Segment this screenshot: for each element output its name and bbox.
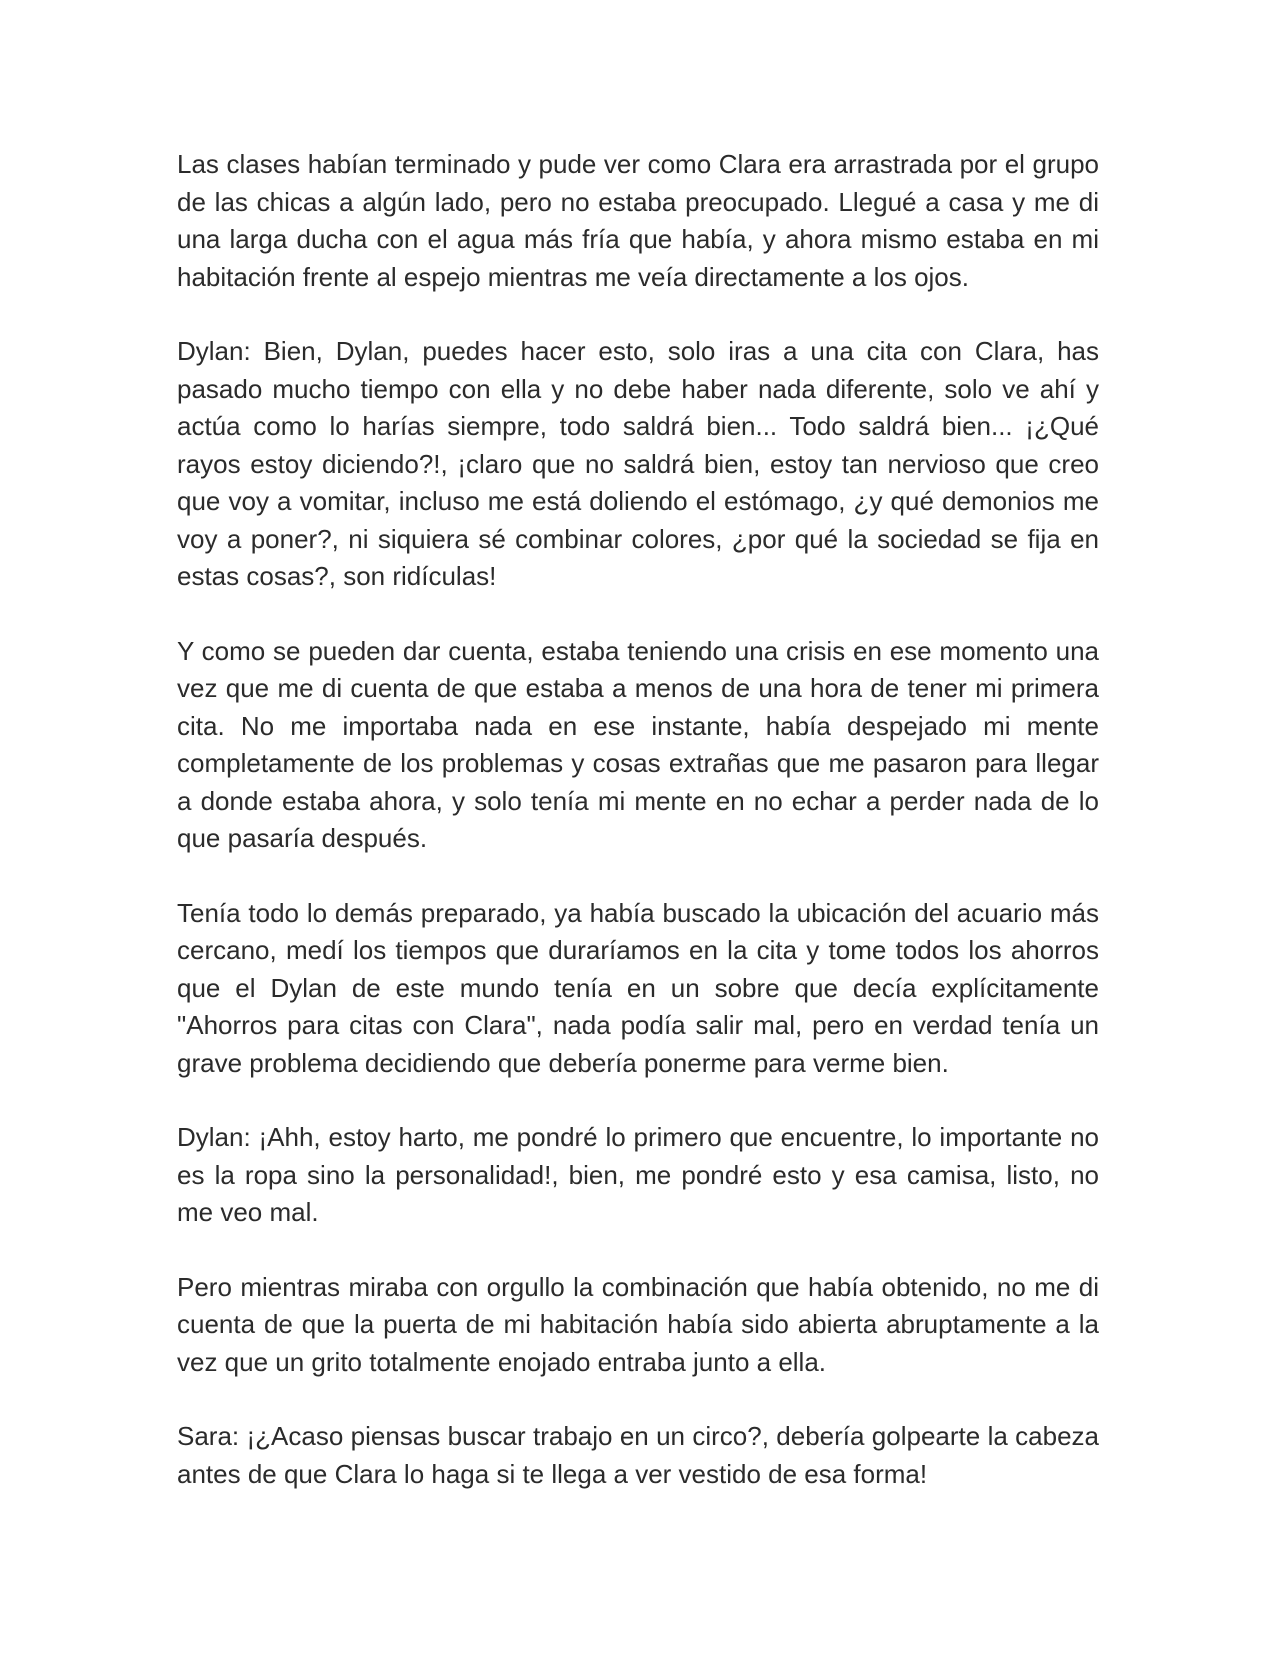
document-body: [177, 146, 1099, 1493]
paragraph-2: Dylan: Bien, Dylan, puedes hacer esto, solo iras a una cita con Clara, has pasado mucho tiempo con ella y no debe haber nada diferente, solo ve ahí y actúa como lo harías siempre, todo saldrá bien... Todo saldrá bien... ¡¿Qué rayos estoy diciendo?!, ¡claro que no saldrá bien, estoy tan nervioso que creo que voy a vomitar, incluso me está doliendo el estómago, ¿y qué demonios me voy a poner?, ni siquiera sé combinar colores, ¿por qué la sociedad se fija en estas cosas?, son ridículas!: [177, 336, 1099, 591]
paragraph-3: Y como se pueden dar cuenta, estaba teniendo una crisis en ese momento una vez que me di cuenta de que estaba a menos de una hora de tener mi primera cita. No me importaba nada en ese instante, había despejado mi mente completamente de los problemas y cosas extrañas que me pasaron para llegar a donde estaba ahora, y solo tenía mi mente en no echar a perder nada de lo que pasaría después.: [177, 635, 1099, 853]
paragraph-5: Dylan: ¡Ahh, estoy harto, me pondré lo primero que encuentre, lo importante no es la ropa sino la personalidad!, bien, me pondré esto y esa camisa, listo, no me veo mal.: [177, 1122, 1099, 1227]
paragraph-7: Sara: ¡¿Acaso piensas buscar trabajo en un circo?, debería golpearte la cabeza antes de que Clara lo haga si te llega a ver vestido de esa forma!: [177, 1421, 1099, 1489]
paragraph-4: Tenía todo lo demás preparado, ya había buscado la ubicación del acuario más cercano, medí los tiempos que duraríamos en la cita y tome todos los ahorros que el Dylan de este mundo tenía en un sobre que decía explícitamente "Ahorros para citas con Clara", nada podía salir mal, pero en verdad tenía un grave problema decidiendo que debería ponerme para verme bien.: [177, 897, 1099, 1078]
paragraph-6: Pero mientras miraba con orgullo la combinación que había obtenido, no me di cuenta de que la puerta de mi habitación había sido abierta abruptamente a la vez que un grito totalmente enojado entraba junto a ella.: [177, 1271, 1099, 1377]
paragraph-1: Las clases habían terminado y pude ver como Clara era arrastrada por el grupo de las chicas a algún lado, pero no estaba preocupado. Llegué a casa y me di una larga ducha con el agua más fría que había, y ahora mismo estaba en mi habitación frente al espejo mientras me veía directamente a los ojos.: [177, 149, 1099, 292]
